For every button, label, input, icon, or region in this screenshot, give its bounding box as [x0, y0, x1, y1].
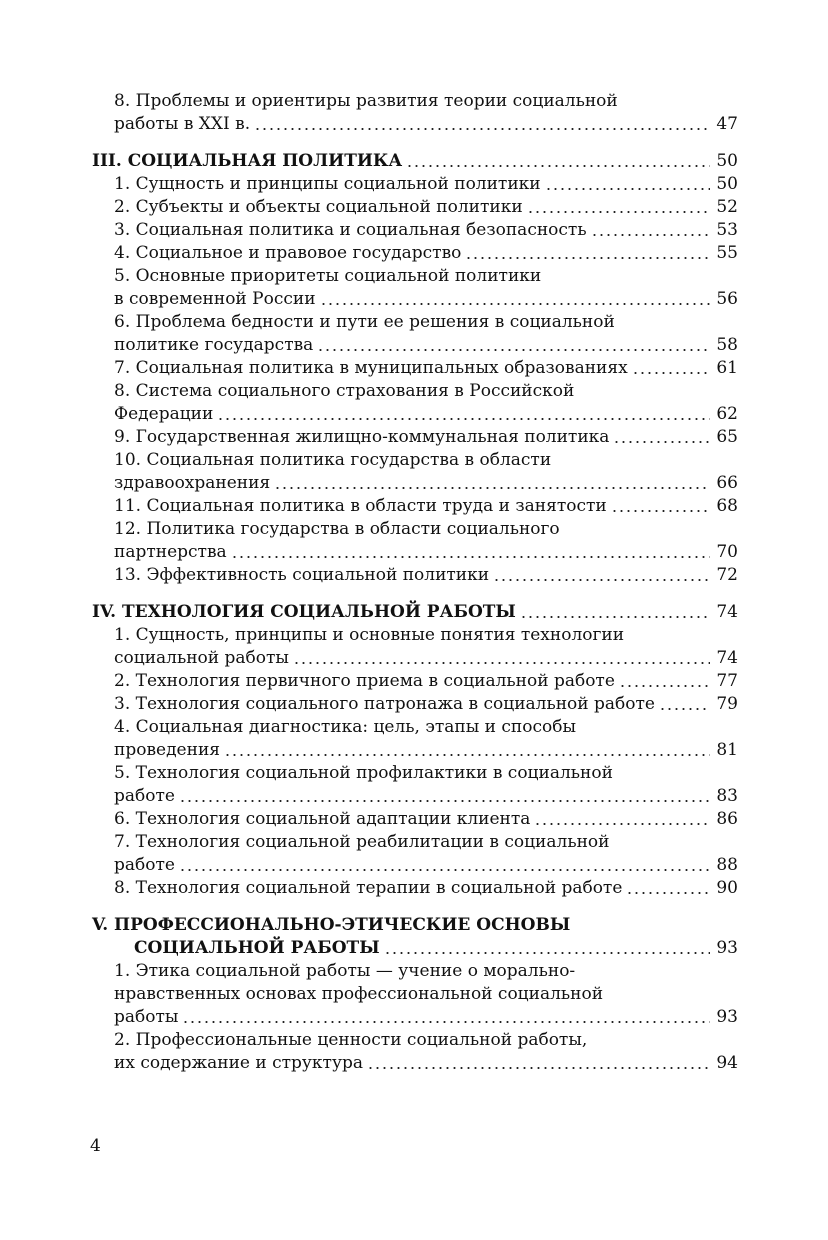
toc-entry — [92, 716, 738, 762]
entry-line — [114, 877, 738, 900]
entry-text: 3. Социальная политика и социальная безопасность — [114, 220, 587, 240]
page-ref: 79 — [716, 694, 738, 714]
toc-section — [92, 90, 738, 136]
entry-line — [114, 541, 738, 564]
entry-line — [114, 1052, 738, 1075]
chapter-title-text: СОЦИАЛЬНОЙ РАБОТЫ — [134, 938, 380, 958]
dot-leader — [659, 707, 710, 711]
page-ref: 74 — [716, 648, 738, 668]
toc-entry — [92, 90, 738, 136]
entry-text: их содержание и структура — [114, 1053, 363, 1073]
entry-text: 1. Этика социальной работы — учение о морально- — [114, 961, 576, 981]
toc-entry — [92, 564, 738, 587]
page-ref: 93 — [716, 938, 738, 958]
dot-leader — [293, 661, 710, 665]
page-ref: 83 — [716, 786, 738, 806]
page-ref: 52 — [716, 197, 738, 217]
entry-text: 1. Сущность и принципы социальной политики — [114, 174, 541, 194]
page-ref: 50 — [716, 151, 738, 171]
toc-section — [92, 150, 738, 587]
page-ref: 68 — [716, 496, 738, 516]
entry-text: нравственных основах профессиональной социальной — [114, 984, 604, 1004]
toc-entry — [92, 762, 738, 808]
toc-entry — [92, 624, 738, 670]
table-of-contents — [92, 90, 738, 1075]
entry-line — [114, 90, 738, 113]
dot-leader — [493, 578, 710, 582]
dot-leader — [231, 555, 710, 559]
chapter-title-text: III. СОЦИАЛЬНАЯ ПОЛИТИКА — [92, 151, 403, 171]
page-ref: 94 — [716, 1053, 738, 1073]
page-ref: 74 — [716, 602, 738, 622]
toc-entry — [92, 670, 738, 693]
entry-text: проведения — [114, 740, 220, 760]
page-ref: 61 — [716, 358, 738, 378]
entry-text: здравоохранения — [114, 473, 271, 493]
chapter-title-line — [92, 914, 738, 937]
entry-text: 5. Технология социальной профилактики в социальной — [114, 763, 613, 783]
entry-text: 12. Политика государства в области социального — [114, 519, 560, 539]
dot-leader — [465, 256, 710, 260]
entry-text: социальной работы — [114, 648, 289, 668]
dot-leader — [545, 187, 710, 191]
page-ref: 58 — [716, 335, 738, 355]
entry-line — [114, 785, 738, 808]
page-ref: 86 — [716, 809, 738, 829]
entry-line — [114, 288, 738, 311]
page-ref: 62 — [716, 404, 738, 424]
page-ref: 90 — [716, 878, 738, 898]
dot-leader — [217, 417, 710, 421]
dot-leader — [406, 164, 710, 168]
entry-line — [114, 265, 738, 288]
toc-entry — [92, 265, 738, 311]
toc-entry — [92, 1029, 738, 1075]
toc-entry — [92, 311, 738, 357]
entry-text: партнерства — [114, 542, 227, 562]
entry-line — [114, 716, 738, 739]
page-ref: 56 — [716, 289, 738, 309]
chapter-heading — [92, 601, 738, 624]
chapter-title-text: IV. ТЕХНОЛОГИЯ СОЦИАЛЬНОЙ РАБОТЫ — [92, 602, 516, 622]
page-ref: 70 — [716, 542, 738, 562]
entry-text: 10. Социальная политика государства в области — [114, 450, 552, 470]
entry-text: работе — [114, 855, 175, 875]
entry-text: 7. Социальная политика в муниципальных образованиях — [114, 358, 628, 378]
entry-text: 13. Эффективность социальной политики — [114, 565, 490, 585]
dot-leader — [320, 302, 710, 306]
entry-text: 8. Технология социальной терапии в социальной работе — [114, 878, 623, 898]
dot-leader — [613, 440, 710, 444]
toc-entry — [92, 693, 738, 716]
entry-text: 8. Проблемы и ориентиры развития теории социальной — [114, 91, 618, 111]
entry-text: 2. Технология первичного приема в социальной работе — [114, 671, 615, 691]
entry-text: 1. Сущность, принципы и основные понятия технологии — [114, 625, 625, 645]
toc-entry — [92, 877, 738, 900]
entry-text: 2. Профессиональные ценности социальной работы, — [114, 1030, 588, 1050]
page-ref: 50 — [716, 174, 738, 194]
toc-section — [92, 601, 738, 900]
toc-entry — [92, 495, 738, 518]
entry-line — [114, 403, 738, 426]
dot-leader — [626, 891, 710, 895]
entry-text: 5. Основные приоритеты социальной политики — [114, 266, 542, 286]
chapter-heading — [92, 914, 738, 960]
dot-leader — [527, 210, 710, 214]
entry-text: 4. Социальное и правовое государство — [114, 243, 462, 263]
dot-leader — [367, 1066, 710, 1070]
toc-entry — [92, 449, 738, 495]
entry-line — [114, 808, 738, 831]
entry-line — [114, 173, 738, 196]
dot-leader — [179, 799, 710, 803]
entry-line — [114, 311, 738, 334]
entry-line — [114, 960, 738, 983]
entry-text: 6. Проблема бедности и пути ее решения в социальной — [114, 312, 615, 332]
page-ref: 55 — [716, 243, 738, 263]
dot-leader — [384, 951, 710, 955]
dot-leader — [274, 486, 710, 490]
entry-line — [114, 495, 738, 518]
entry-text: политике государства — [114, 335, 314, 355]
toc-section — [92, 914, 738, 1075]
dot-leader — [591, 233, 710, 237]
entry-line — [114, 242, 738, 265]
entry-line — [114, 693, 738, 716]
page-ref: 66 — [716, 473, 738, 493]
chapter-title-line — [92, 601, 738, 624]
page-ref: 72 — [716, 565, 738, 585]
entry-text: 9. Государственная жилищно-коммунальная политика — [114, 427, 610, 447]
dot-leader — [182, 1020, 710, 1024]
entry-line — [114, 357, 738, 380]
dot-leader — [520, 615, 710, 619]
chapter-title-line — [92, 937, 738, 960]
entry-line — [114, 472, 738, 495]
entry-text: 7. Технология социальной реабилитации в социальной — [114, 832, 610, 852]
entry-line — [114, 762, 738, 785]
entry-text: 3. Технология социального патронажа в социальной работе — [114, 694, 655, 714]
entry-line — [114, 624, 738, 647]
dot-leader — [619, 684, 710, 688]
toc-entry — [92, 380, 738, 426]
entry-line — [114, 983, 738, 1006]
page-ref: 81 — [716, 740, 738, 760]
dot-leader — [632, 371, 710, 375]
toc-entry — [92, 960, 738, 1029]
dot-leader — [179, 868, 710, 872]
page-ref: 93 — [716, 1007, 738, 1027]
chapter-title-line — [92, 150, 738, 173]
entry-line — [114, 426, 738, 449]
entry-line — [114, 564, 738, 587]
entry-line — [114, 854, 738, 877]
dot-leader — [611, 509, 710, 513]
toc-entry — [92, 173, 738, 196]
toc-entry — [92, 808, 738, 831]
toc-entry — [92, 242, 738, 265]
entry-line — [114, 449, 738, 472]
entry-text: 4. Социальная диагностика: цель, этапы и способы — [114, 717, 576, 737]
entry-line — [114, 831, 738, 854]
entry-line — [114, 647, 738, 670]
entry-text: Федерации — [114, 404, 214, 424]
page-number: 4 — [90, 1136, 101, 1156]
entry-line — [114, 739, 738, 762]
entry-text: работы — [114, 1007, 179, 1027]
entry-line — [114, 670, 738, 693]
entry-line — [114, 1029, 738, 1052]
page-ref: 53 — [716, 220, 738, 240]
entry-text: 2. Субъекты и объекты социальной политики — [114, 197, 523, 217]
entry-text: 8. Система социального страхования в Российской — [114, 381, 575, 401]
dot-leader — [317, 348, 710, 352]
entry-text: работы в XXI в. — [114, 114, 251, 134]
entry-text: 11. Социальная политика в области труда и занятости — [114, 496, 607, 516]
entry-line — [114, 334, 738, 357]
page-ref: 65 — [716, 427, 738, 447]
toc-entry — [92, 426, 738, 449]
entry-line — [114, 518, 738, 541]
entry-line — [114, 196, 738, 219]
page-ref: 47 — [716, 114, 738, 134]
page-ref: 88 — [716, 855, 738, 875]
chapter-title-text: V. ПРОФЕССИОНАЛЬНО-ЭТИЧЕСКИЕ ОСНОВЫ — [92, 915, 571, 935]
toc-entry — [92, 831, 738, 877]
dot-leader — [534, 822, 710, 826]
toc-entry — [92, 518, 738, 564]
chapter-heading — [92, 150, 738, 173]
toc-entry — [92, 219, 738, 242]
entry-line — [114, 219, 738, 242]
toc-entry — [92, 196, 738, 219]
entry-line — [114, 1006, 738, 1029]
entry-line — [114, 113, 738, 136]
entry-text: в современной России — [114, 289, 316, 309]
entry-text: 6. Технология социальной адаптации клиента — [114, 809, 531, 829]
page-ref: 77 — [716, 671, 738, 691]
entry-line — [114, 380, 738, 403]
dot-leader — [254, 127, 710, 131]
toc-entry — [92, 357, 738, 380]
entry-text: работе — [114, 786, 175, 806]
dot-leader — [224, 753, 710, 757]
